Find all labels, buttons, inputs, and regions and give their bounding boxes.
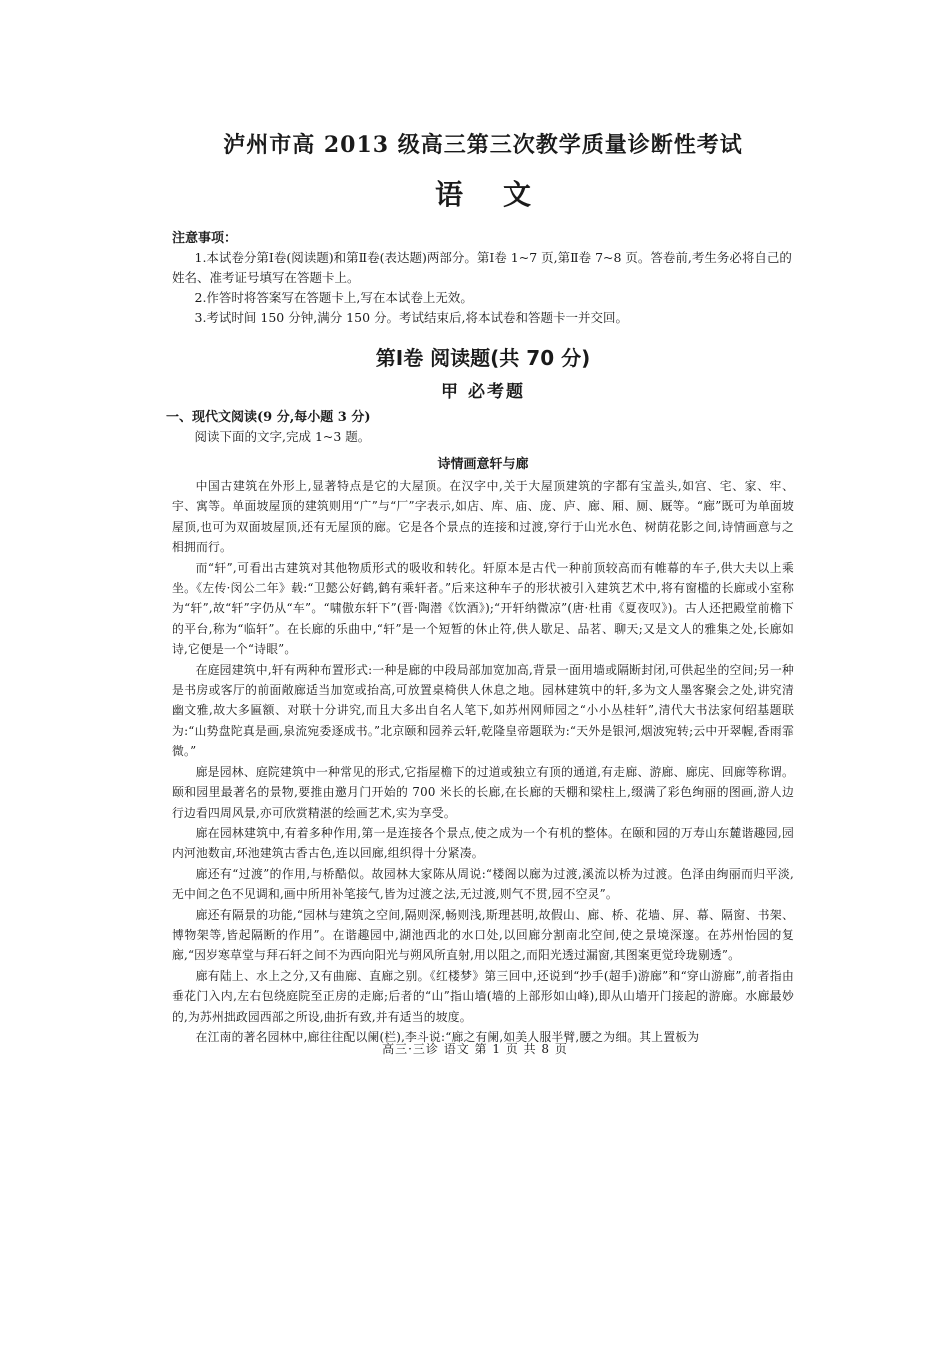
article-paragraph: 廊有陆上、水上之分,又有曲廊、直廊之别。《红楼梦》第三回中,还说到“抄手(超手)游廊”和“穿山游廊”,前者指由垂花门入内,左右包绕庭院至正房的走廊;后者的“山”指山墙(墙的上部形如山峰),即从山墙开门接起的游廊。水廊最妙的,为苏州拙政园西部之所设,曲折有致,并有适当的坡度。	[172, 968, 794, 1024]
article-paragraph: 而“轩”,可看出古建筑对其他物质形式的吸收和转化。轩原本是古代一种前顶较高而有帷幕的车子,供大夫以上乘坐。《左传·闵公二年》载:“卫懿公好鹤,鹤有乘轩者。”后来这种车子的形状被引入建筑艺术中,将有窗槛的长廊或小室称为“轩”,故“轩”字仍从“车”。“啸傲东轩下”(晋·陶潜《饮酒》);“开轩纳微凉”(唐·杜甫《夏夜叹》)。古人还把殿堂前檐下的平台,称为“临轩”。在长廊的乐曲中,“轩”是一个短暂的休止符,供人歇足、品茗、聊天;又是文人的雅集之处,长廊如诗,它便是一个“诗眼”。	[172, 560, 794, 657]
subject-title: 语文	[434, 178, 571, 211]
part-subtitle: 甲 必考题	[441, 382, 525, 402]
section-heading: 一、现代文阅读(9 分,每小题 3 分)	[166, 410, 371, 425]
page-footer: 高三·三诊 语文 第 1 页 共 8 页	[382, 1042, 568, 1056]
article-paragraph: 中国古建筑在外形上,显著特点是它的大屋顶。在汉字中,关于大屋顶建筑的字都有宝盖头,如宫、宅、家、牢、宇、寓等。单面坡屋顶的建筑则用“广”与“厂”字表示,如店、库、庙、庞、庐、廊、厢、厕、厩等。“廊”既可为单面坡屋顶,也可为双面坡屋顶,还有无屋顶的廊。它是各个景点的连接和过渡,穿行于山光水色、树荫花影之间,诗情画意与之相拥而行。	[172, 479, 794, 555]
article-paragraph: 在庭园建筑中,轩有两种布置形式:一种是廊的中段局部加宽加高,背景一面用墙或隔断封闭,可供起坐的空间;另一种是书房或客厅的前面敞廊适当加宽或抬高,可放置桌椅供人休息之地。园林建筑中的轩,多为文人墨客聚会之处,讲究清幽文雅,故大多匾额、对联十分讲究,而且大多出自名人笔下,如苏州网师园之“小小丛桂轩”,清代大书法家何绍基题联为:“山势盘陀真是画,泉流宛委逐成书。”北京颐和园养云轩,乾隆皇帝题联为:“天外是银河,烟波宛转;云中开翠幄,香雨霏微。”	[172, 662, 794, 759]
exam-title: 泸州市高 2013 级高三第三次教学质量诊断性考试	[223, 132, 743, 158]
article-paragraph: 廊是园林、庭院建筑中一种常见的形式,它指屋檐下的过道或独立有顶的通道,有走廊、游廊、廊庑、回廊等称谓。颐和园里最著名的景物,要推由邀月门开始的 700 米长的长廊,在长廊的天棚和梁柱上,缀满了彩色绚丽的图画,游人边行边看四周风景,亦可欣赏精湛的绘画艺术,实为享受。	[172, 764, 794, 820]
notes-item: 1.本试卷分第Ⅰ卷(阅读题)和第Ⅱ卷(表达题)两部分。第Ⅰ卷 1~7 页,第Ⅱ卷 7~8 页。答卷前,考生务必将自己的姓名、准考证号填写在答题卡上。	[172, 250, 792, 285]
article-paragraph: 廊还有隔景的功能,“园林与建筑之空间,隔则深,畅则浅,斯理甚明,故假山、廊、桥、花墙、屏、幕、隔窗、书架、博物架等,皆起隔断的作用”。在谐趣园中,湖池西北的水口处,以回廊分割南北空间,使之景境深邃。在苏州怡园的复廊,“因岁寒草堂与拜石轩之间不为西向阳光与朔风所直射,用以阻之,而阳光透过漏窗,其图案更觉玲珑剔透”。	[172, 907, 794, 963]
article-paragraph: 在江南的著名园林中,廊往往配以阑(栏),李斗说:“廊之有阑,如美人服半臂,腰之为细。其上置板为	[195, 1029, 700, 1044]
notes-item: 3.考试时间 150 分钟,满分 150 分。考试结束后,将本试卷和答题卡一并交回。	[194, 310, 628, 325]
section-instruction: 阅读下面的文字,完成 1~3 题。	[194, 429, 371, 444]
article-paragraph: 廊还有“过渡”的作用,与桥酷似。故园林大家陈从周说:“楼阁以廊为过渡,溪流以桥为过渡。色泽由绚丽而归平淡,无中间之色不见调和,画中所用补笔接气,皆为过渡之法,无过渡,则气不贯,园不空灵”。	[172, 866, 794, 902]
exam-notes	[172, 227, 794, 328]
notes-heading: 注意事项：	[172, 231, 238, 246]
part-title: 第Ⅰ卷 阅读题(共 70 分)	[375, 346, 591, 370]
article-paragraph: 廊在园林建筑中,有着多种作用,第一是连接各个景点,使之成为一个有机的整体。在颐和园的万寿山东麓谐趣园,园内河池数亩,环池建筑古香古色,连以回廊,组织得十分紧凑。	[172, 825, 794, 861]
notes-item: 2.作答时将答案写在答题卡上,写在本试卷上无效。	[194, 290, 473, 305]
exam-page	[166, 128, 794, 1047]
article-title: 诗情画意轩与廊	[437, 457, 529, 472]
reading-article	[172, 453, 794, 1047]
